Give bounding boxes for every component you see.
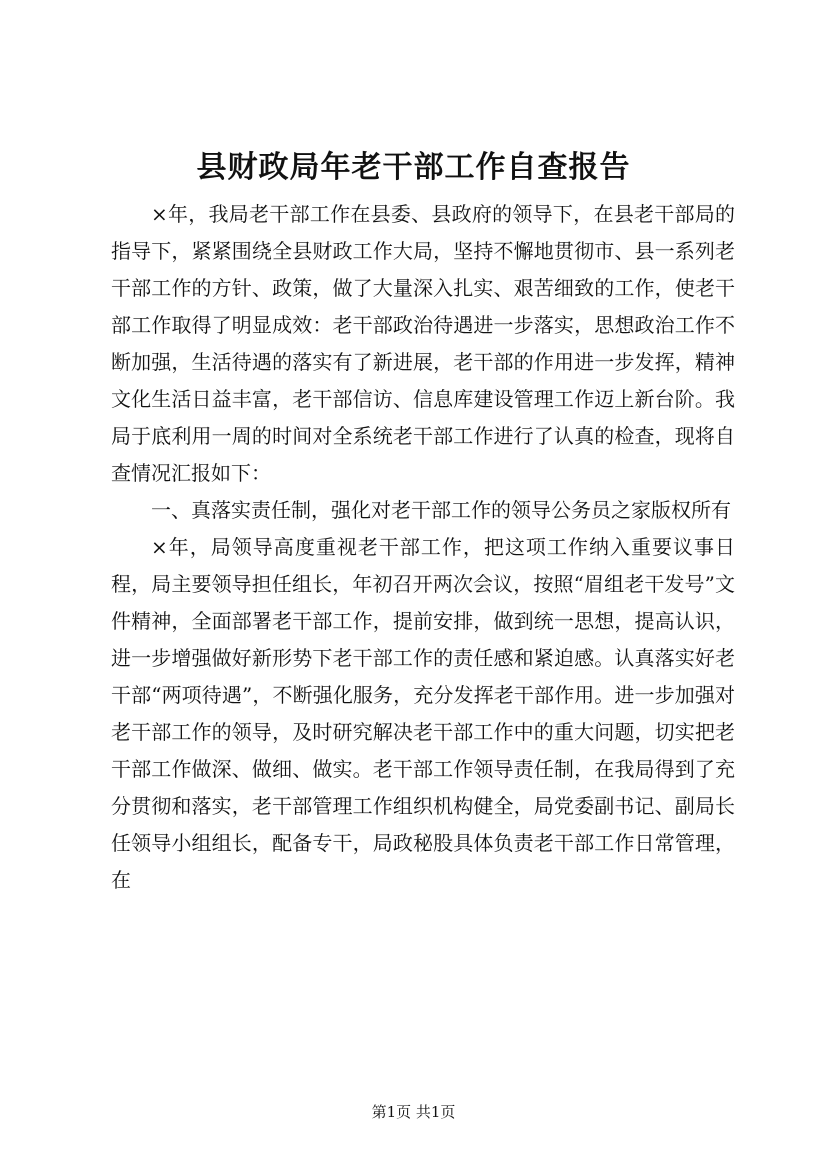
page-number-footer: 第1页 共1页 (371, 1103, 456, 1121)
document-body (111, 196, 735, 899)
section-heading-1: 一、真落实责任制，强化对老干部工作的领导公务员之家版权所有 (151, 498, 731, 522)
paragraph-section-1: ×年，局领导高度重视老干部工作，把这项工作纳入重要议事日程，局主要领导担任组长，年初召开两次会议，按照“眉组老干发号”文件精神，全面部署老干部工作，提前安排，做到统一思想，提高认识，进一步增强做好新形势下老干部工作的责任感和紧迫感。认真落实好老干部“两项待遇”，不断强化服务，充分发挥老干部作用。进一步加强对老干部工作的领导，及时研究解决老干部工作中的重大问题，切实把老干部工作做深、做细、做实。老干部工作领导责任制，在我局得到了充分贯彻和落实，老干部管理工作组织机构健全，局党委副书记、副局长任领导小组组长，配备专干，局政秘股具体负责老干部工作日常管理，在 (111, 535, 735, 892)
document-title: 县财政局年老干部工作自查报告 (196, 150, 631, 185)
paragraph-intro: ×年，我局老干部工作在县委、县政府的领导下，在县老干部局的指导下，紧紧围绕全县财政工作大局，坚持不懈地贯彻市、县一系列老干部工作的方针、政策，做了大量深入扎实、艰苦细致的工作，使老干部工作取得了明显成效：老干部政治待遇进一步落实，思想政治工作不断加强，生活待遇的落实有了新进展，老干部的作用进一步发挥，精神文化生活日益丰富，老干部信访、信息库建设管理工作迈上新台阶。我局于底利用一周的时间对全系统老干部工作进行了认真的检查，现将自查情况汇报如下： (111, 202, 735, 485)
